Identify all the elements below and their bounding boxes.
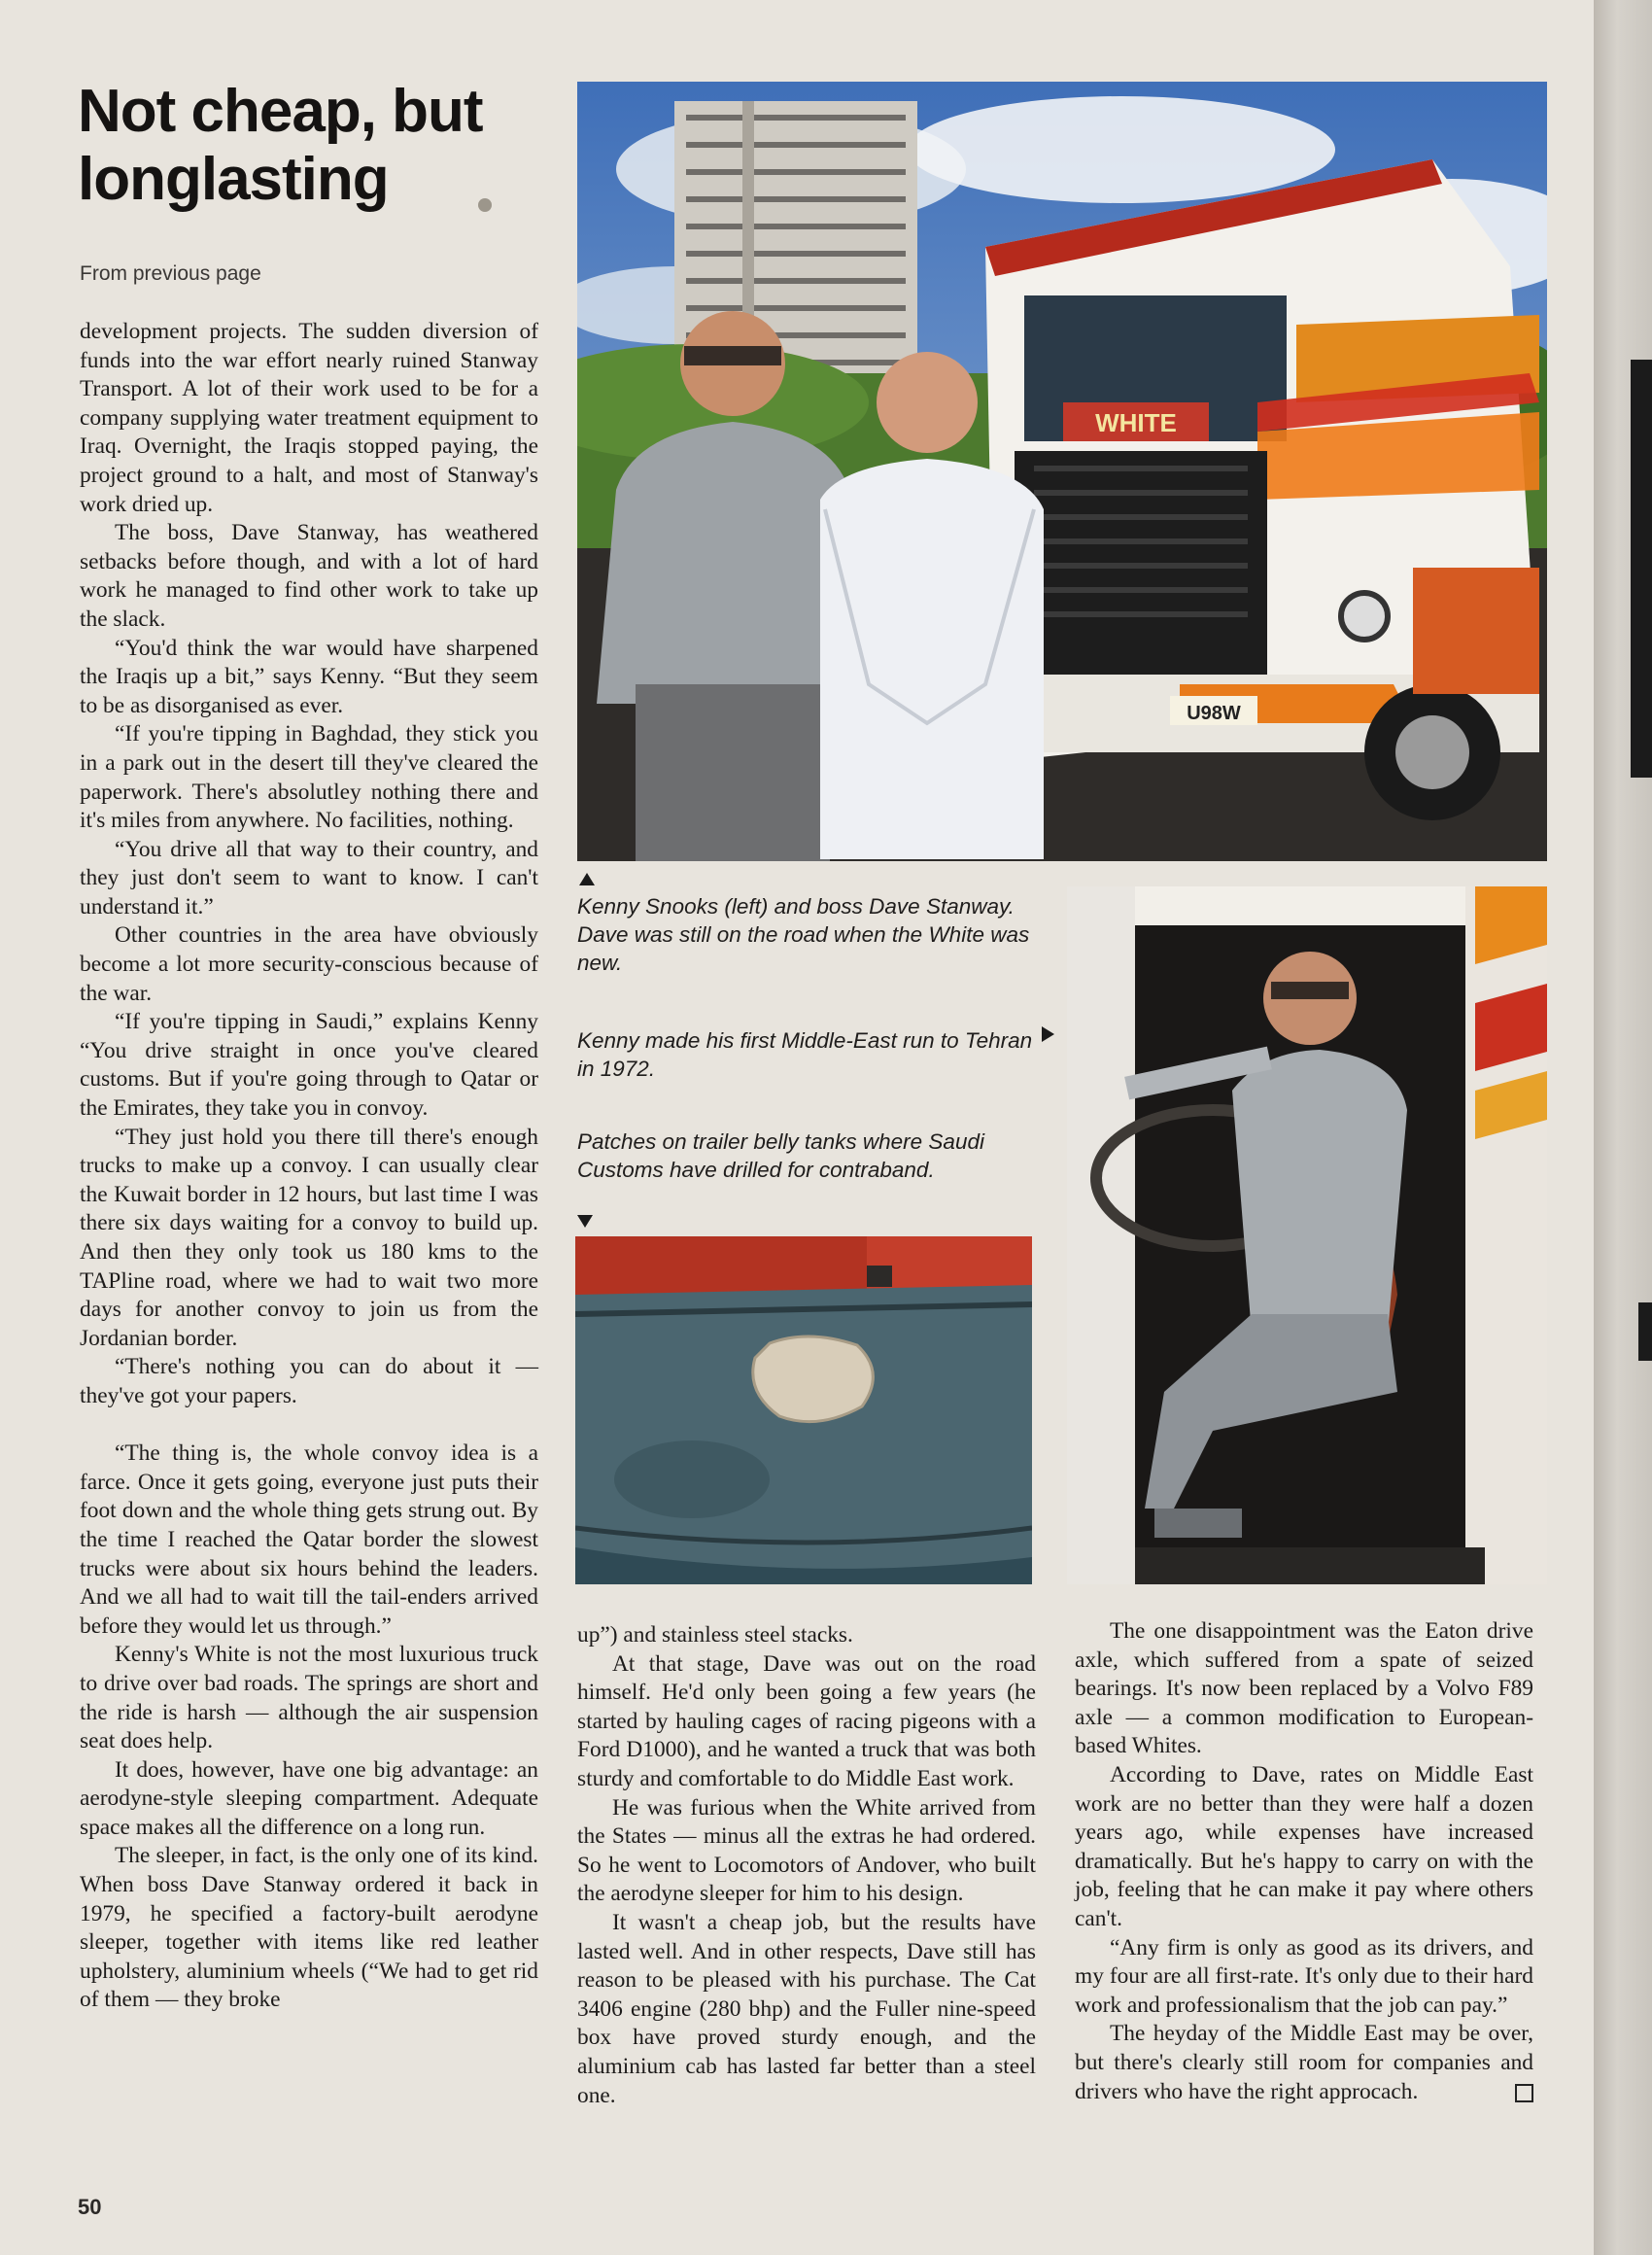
article-column-3 [1075,1617,1533,2106]
end-of-article-mark [1515,2084,1533,2102]
page-edge-mark [1638,1302,1652,1361]
paragraph: The one disappointment was the Eaton drive axle, which suffered from a spate of seized bearings. It's now been replaced by a Volvo F89 axle — a common modification to European-based Whites. [1075,1618,1533,1759]
paragraph: At that stage, Dave was out on the road himself. He'd only been going a few years (he started by hauling cages of racing pigeons with a Ford D1000), and he wanted a truck that was both sturdy and comfortable to do Middle East work. [577,1650,1036,1791]
paragraph: He was furious when the White arrived from the States — minus all the extras he had ordered. So he went to Locomotors of Andover, who built the aerodyne sleeper for him to his design. [577,1794,1036,1907]
paragraph: Other countries in the area have obviously become a lot more security-conscious because of the war. [80,922,538,1006]
page-edge-tab [1631,360,1652,778]
photo-caption-2: Kenny made his first Middle-East run to Tehran in 1972. [577,1028,1033,1081]
photo-driver-in-cab [1067,886,1547,1584]
paragraph: The sleeper, in fact, is the only one of its kind. When boss Dave Stanway ordered it back in 1979, he specified a factory-built aerodyne sleeper, together with items like red leather upholstery, aluminium wheels (“We had to get rid of them — they broke [80,1843,538,2013]
paragraph: According to Dave, rates on Middle East work are no better than they were half a dozen years ago, while expenses have increased dramatically. But he's happy to carry on with the job, feeling that he can make it pay where others can't. [1075,1761,1533,1931]
paragraph: “You drive all that way to their country, and they just don't seem to want to know. I can't understand it.” [80,836,538,919]
number-plate-text: U98W [1187,703,1241,724]
paragraph: “If you're tipping in Baghdad, they stick you in a park out in the desert till they've cleared the paperwork. There's absolutley nothing there and it's miles from anywhere. No facilities, nothing. [80,721,538,834]
paragraph: “There's nothing you can do about it — they've got your papers. [80,1354,538,1408]
paragraph: It does, however, have one big advantage: an aerodyne-style sleeping compartment. Adequate space makes all the difference on a long run. [80,1756,538,1840]
paragraph: up”) and stainless steel stacks. [577,1622,853,1648]
paragraph: “The thing is, the whole convoy idea is a farce. Once it gets going, everyone just puts their foot down and the whole thing gets strung out. By the time I reached the Qatar border the slowest trucks were about six hours behind the leaders. And we all had to wait till the tail-enders arrived before they would let us through.” [80,1440,538,1639]
paragraph: development projects. The sudden diversion of funds into the war effort nearly ruined Stanway Transport. A lot of their work used to be for a company supplying water treatment equipment to Iraq. Overnight, the Iraqis stopped paying, the project ground to a halt, and most of Stanway's work dried up. [80,319,538,517]
paragraph: Kenny's White is not the most luxurious truck to drive over bad roads. The springs are short and the ride is harsh — although the air suspension seat does help. [80,1642,538,1754]
page-edge [1594,0,1652,2255]
photo-patched-belly-tank [575,1236,1032,1584]
caption-pointer-up-icon [579,873,595,885]
continued-from-label: From previous page [80,262,261,285]
photo-caption-1: Kenny Snooks (left) and boss Dave Stanway. Dave was still on the road when the White was new. [577,894,1030,975]
article-column-2 [577,1621,1036,2110]
photo-men-with-truck [577,82,1547,861]
article-headline: Not cheap, but longlasting [78,78,483,213]
page-number: 50 [78,2195,102,2219]
paragraph: The heyday of the Middle East may be over, but there's clearly still room for companies and drivers who have the right approcach. [1075,2021,1533,2104]
truck-badge-text: WHITE [1095,408,1177,437]
paragraph: “They just hold you there till there's enough trucks to make up a convoy. I can usually clear the Kuwait border in 12 hours, but last time I was there six days waiting for a convoy to build up. And then they only took us 180 kms to the TAPline road, where we had to wait two more days for another convoy to join us from the Jordanian border. [80,1124,538,1351]
paragraph: “Any firm is only as good as its drivers, and my four are all first-rate. It's only due to their hard work and professionalism that the job can pay.” [1075,1934,1533,2018]
photo-caption-3: Patches on trailer belly tanks where Saudi Customs have drilled for contraband. [577,1129,984,1182]
paragraph: “If you're tipping in Saudi,” explains Kenny “You drive straight in once you've cleared customs. But if you're going through to Qatar or the Emirates, they take you in convoy. [80,1009,538,1122]
article-column-1 [80,318,538,2015]
paragraph: “You'd think the war would have sharpened the Iraqis up a bit,” says Kenny. “But they seem to be as disorganised as ever. [80,635,538,718]
caption-pointer-right-icon [1042,1026,1054,1042]
paragraph: The boss, Dave Stanway, has weathered setbacks before though, and with a lot of hard work he managed to find other work to take up the slack. [80,520,538,632]
caption-pointer-down-icon [577,1215,593,1228]
paragraph: It wasn't a cheap job, but the results have lasted well. And in other respects, Dave still has reason to be pleased with his purchase. The Cat 3406 engine (280 bhp) and the Fuller nine-speed box have proved sturdy enough, and the aluminium cab has lasted far better than a steel one. [577,1909,1036,2108]
decorative-dot [478,198,492,212]
